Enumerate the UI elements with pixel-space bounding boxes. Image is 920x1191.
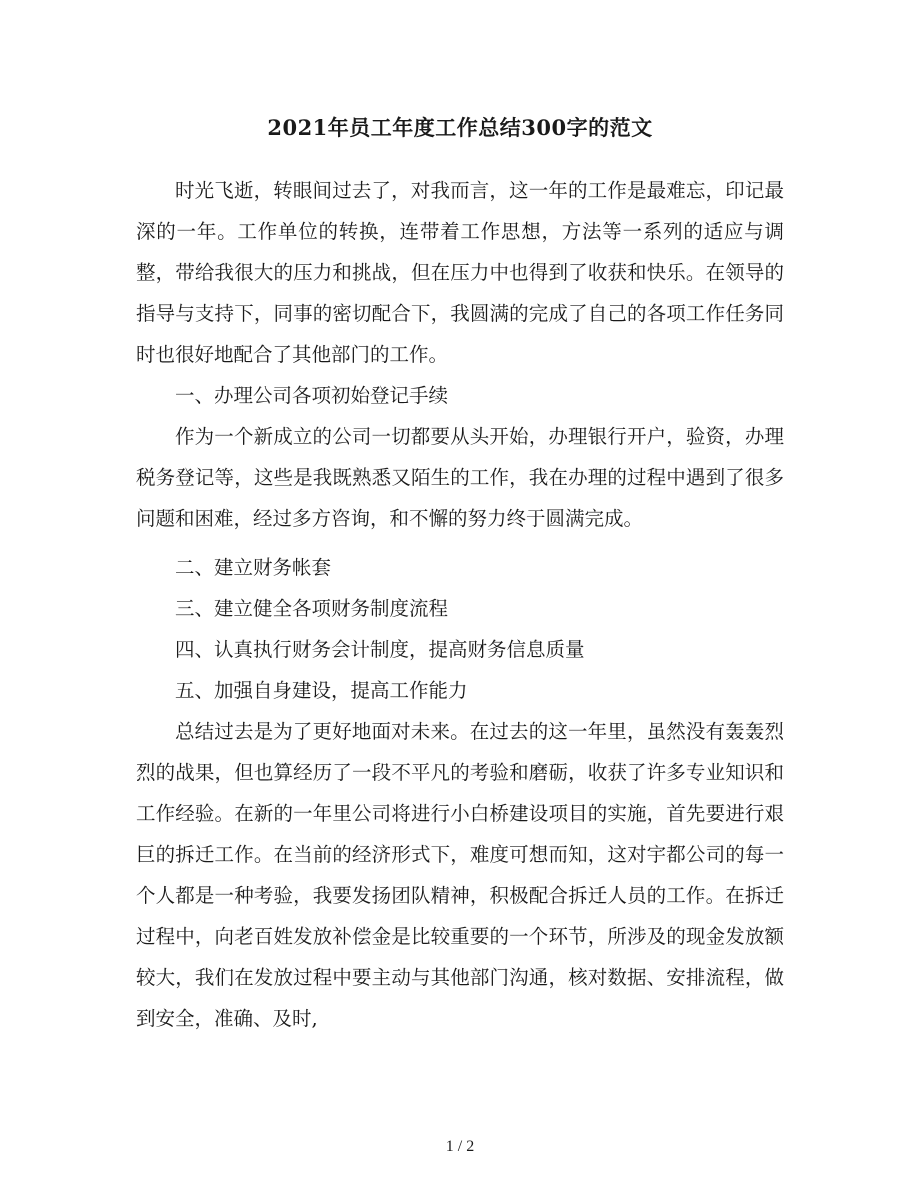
section-heading-3: 三、建立健全各项财务制度流程 (175, 597, 449, 620)
document-title: 2021年员工年度工作总结300字的范文 (267, 115, 653, 140)
paragraph-conclusion: 总结过去是为了更好地面对未来。在过去的这一年里，虽然没有轰轰烈烈的战果，但也算经历了一段不平凡的考验和磨砺，收获了许多专业知识和工作经验。在新的一年里公司将进行小白桥建设项目的实施，首先要进行艰巨的拆迁工作。在当前的经济形式下，难度可想而知，这对宇都公司的每一个人都是一种考验，我要发扬团队精神，积极配合拆迁人员的工作。在拆迁过程中，向老百姓发放补偿金是比较重要的一个环节，所涉及的现金发放额较大，我们在发放过程中要主动与其他部门沟通，核对数据、安排流程，做到安全，准确、及时, (136, 720, 784, 1030)
section-heading-5: 五、加强自身建设，提高工作能力 (175, 679, 468, 702)
section-heading-2: 二、建立财务帐套 (175, 556, 332, 579)
section-heading-4: 四、认真执行财务会计制度，提高财务信息质量 (175, 638, 585, 661)
paragraph-section-1: 作为一个新成立的公司一切都要从头开始，办理银行开户，验资，办理税务登记等，这些是我既熟悉又陌生的工作，我在办理的过程中遇到了很多问题和困难，经过多方咨询，和不懈的努力终于圆满完成。 (136, 425, 784, 530)
page-number: 1 / 2 (445, 1138, 475, 1155)
document-body (136, 170, 784, 1039)
paragraph-intro: 时光飞逝，转眼间过去了，对我而言，这一年的工作是最难忘，印记最深的一年。工作单位的转换，连带着工作思想，方法等一系列的适应与调整，带给我很大的压力和挑战，但在压力中也得到了收获和快乐。在领导的指导与支持下，同事的密切配合下，我圆满的完成了自己的各项工作任务同时也很好地配合了其他部门的工作。 (136, 179, 784, 366)
section-heading-1: 一、办理公司各项初始登记手续 (175, 384, 449, 407)
